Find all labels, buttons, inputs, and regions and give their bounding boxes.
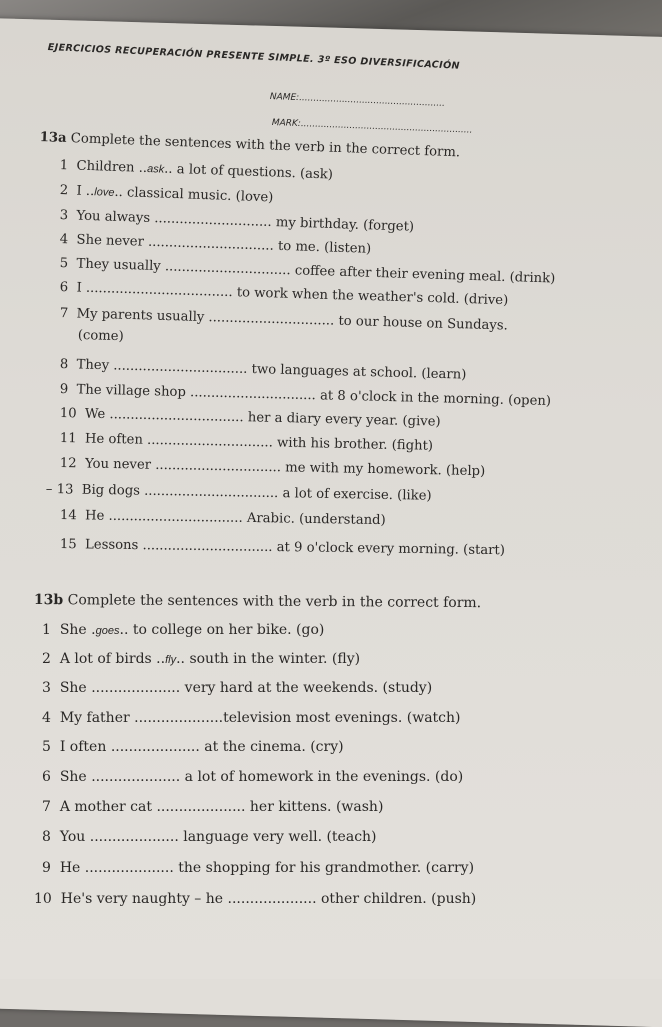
item-number: 3 xyxy=(59,208,69,224)
item-text-before: We xyxy=(84,406,106,423)
answer-blank: ............................... xyxy=(142,538,273,555)
item-text-after: television most evenings. (watch) xyxy=(223,710,461,726)
answer-blank: ................................ xyxy=(144,483,279,502)
item-number: 10 xyxy=(59,406,77,422)
item-text-before: She never xyxy=(76,232,145,250)
item-number: 6 xyxy=(59,280,69,296)
item-text-after: her kittens. (wash) xyxy=(249,799,384,815)
item-number: 10 xyxy=(34,891,52,907)
answer-blank: .............................. xyxy=(164,259,291,279)
item-number: 4 xyxy=(42,710,51,726)
answer-blank: .............................. xyxy=(147,234,275,254)
item-answer: goes xyxy=(95,625,120,637)
item-text-after: coffee after their evening meal. (drink) xyxy=(294,263,556,287)
answer-blank: .............................. xyxy=(146,432,274,451)
item-text-after: a lot of homework in the evenings. (do) xyxy=(184,769,464,785)
answer-blank: .................... xyxy=(91,769,181,785)
item-text-after: her a diary every year. (give) xyxy=(247,410,441,430)
item-answer: love xyxy=(94,186,115,199)
item-text-after: a lot of exercise. (like) xyxy=(282,486,432,504)
item-text-after: two languages at school. (learn) xyxy=(251,362,467,383)
item-answer: fly xyxy=(165,654,177,666)
item-text-after: Arabic. (understand) xyxy=(246,510,386,529)
item-text-before: A mother cat xyxy=(59,799,152,815)
item-number: 13 xyxy=(56,482,74,498)
answer-blank: ............................ xyxy=(154,211,272,231)
answer-blank: .................... xyxy=(227,891,317,907)
item-text-after: language very well. (teach) xyxy=(183,829,377,845)
item-text-before: You xyxy=(59,829,86,845)
worksheet-title: EJERCICIOS RECUPERACIÓN PRESENTE SIMPLE. 3º ESO DIVERSIFICACIÓN xyxy=(47,42,461,72)
item-text-before: The village shop xyxy=(76,382,187,401)
answer-blank: .............................. xyxy=(155,457,282,476)
item-text-before: I xyxy=(76,183,82,199)
item-number: 4 xyxy=(59,232,69,248)
item-number: 1 xyxy=(42,622,51,638)
item-text-before: My parents usually xyxy=(76,306,205,326)
answer-blank: .............................. xyxy=(208,310,335,329)
item-text-after: classical music. (love) xyxy=(126,185,274,206)
item-number: 14 xyxy=(59,508,77,524)
answer-blank: .............................. xyxy=(189,385,317,404)
item-number: 2 xyxy=(59,183,69,199)
answer-blank: .................... xyxy=(89,829,179,845)
ex13b-heading xyxy=(34,592,481,611)
name-line: ................................................... xyxy=(298,93,446,110)
item-text-before: She xyxy=(59,680,87,696)
item-text-before: Big dogs xyxy=(81,482,141,499)
item-text-after: at 9 o'clock every morning. (start) xyxy=(276,540,506,559)
item-text-after: very hard at the weekends. (study) xyxy=(184,680,433,696)
item-text-before: She xyxy=(59,769,87,785)
item-text-before: You always xyxy=(76,208,151,226)
ex13a-item-2: 2 I ..love.. classical music. (love) xyxy=(59,183,274,206)
item-number: 8 xyxy=(42,829,51,845)
item-text-after: the shopping for his grandmother. (carry) xyxy=(178,860,475,876)
item-text-before: Children xyxy=(76,158,135,176)
item-text-after: at the cinema. (cry) xyxy=(204,739,344,755)
item-text-after: me with my homework. (help) xyxy=(285,460,486,480)
item-text-after: a lot of questions. (ask) xyxy=(176,162,334,183)
ex13a-item-1: 1 Children ..ask.. a lot of questions. (ask) xyxy=(59,158,334,183)
item-text-before: He xyxy=(84,508,105,524)
item-number: 7 xyxy=(42,799,51,815)
item-text-after: other children. (push) xyxy=(320,891,477,907)
ex13b-item-9 xyxy=(42,860,474,876)
ex13b-item-10 xyxy=(34,891,476,907)
item-text-before: Lessons xyxy=(84,537,139,554)
item-number: 9 xyxy=(59,382,69,398)
item-number: 12 xyxy=(59,456,77,472)
ex13b-instruction: Complete the sentences with the verb in the correct form. xyxy=(67,592,482,612)
ex13b-item-1: 1 She .goes.. to college on her bike. (go) xyxy=(42,622,325,638)
item-text-before: You never xyxy=(84,456,152,473)
mark-label: MARK: xyxy=(271,118,302,130)
item-number: 15 xyxy=(59,537,77,553)
item-text-after: with his brother. (fight) xyxy=(276,435,434,454)
item-text-after: to our house on Sundays. xyxy=(338,313,509,334)
answer-blank: .................... xyxy=(91,680,181,696)
name-label: NAME: xyxy=(269,92,300,104)
item-text-before: He xyxy=(59,860,81,876)
ex13b-item-2: 2 A lot of birds ..fly.. south in the winter. (fly) xyxy=(42,651,361,667)
ex13b-item-6 xyxy=(42,769,463,785)
answer-blank: ................................ xyxy=(108,508,243,526)
item-number: 9 xyxy=(42,860,51,876)
item-number: 7 xyxy=(59,306,69,322)
item-number: 8 xyxy=(59,357,69,373)
mark-line: ............................................................ xyxy=(300,119,473,136)
item-number: 11 xyxy=(59,431,77,447)
ex13b-number: 13b xyxy=(33,592,64,609)
ex13b-item-5 xyxy=(42,739,344,755)
ex13b-item-7 xyxy=(42,799,383,815)
item-text-before: They xyxy=(76,357,110,374)
ex13b-item-3 xyxy=(42,680,432,696)
item-text-before: He often xyxy=(84,431,144,448)
ex13a-item-7-cont: (come) xyxy=(77,328,124,345)
item-text-before: I xyxy=(76,280,82,296)
ex13a-instruction: Complete the sentences with the verb in the correct form. xyxy=(70,131,461,161)
item-text-after: to college on her bike. (go) xyxy=(132,622,325,638)
item-answer: ask xyxy=(146,163,165,176)
ex13a-number: 13a xyxy=(39,130,67,146)
item-number: 2 xyxy=(42,651,51,667)
item-number: 3 xyxy=(42,680,51,696)
item-number: 5 xyxy=(42,739,51,755)
item-text-before: He's very naughty – he xyxy=(60,891,224,907)
item-text-before: She xyxy=(59,622,87,638)
item-text-before: They usually xyxy=(76,256,161,275)
item-number: 1 xyxy=(59,158,69,174)
item-text-after: to me. (listen) xyxy=(277,238,372,257)
answer-blank: ................................ xyxy=(113,358,248,377)
item-text-before: I often xyxy=(59,739,107,755)
pencil-dash-mark: – xyxy=(45,482,53,498)
ex13b-item-4 xyxy=(42,710,461,726)
item-text-after: at 8 o'clock in the morning. (open) xyxy=(319,388,552,410)
item-number: 5 xyxy=(59,256,69,272)
item-text-after: to work when the weather's cold. (drive) xyxy=(236,285,509,309)
item-text-after: my birthday. (forget) xyxy=(275,215,415,235)
answer-blank: ................................... xyxy=(85,280,233,301)
item-text-after: south in the winter. (fly) xyxy=(189,651,361,667)
item-text-before: A lot of birds xyxy=(59,651,152,667)
ex13b-item-8 xyxy=(42,829,377,845)
answer-blank: .................... xyxy=(134,710,224,726)
answer-blank: .................... xyxy=(84,860,174,876)
item-text-before: My father xyxy=(59,710,130,726)
answer-blank: .................... xyxy=(110,739,200,755)
answer-blank: .................... xyxy=(156,799,246,815)
answer-blank: ................................ xyxy=(109,407,244,426)
item-number: 6 xyxy=(42,769,51,785)
